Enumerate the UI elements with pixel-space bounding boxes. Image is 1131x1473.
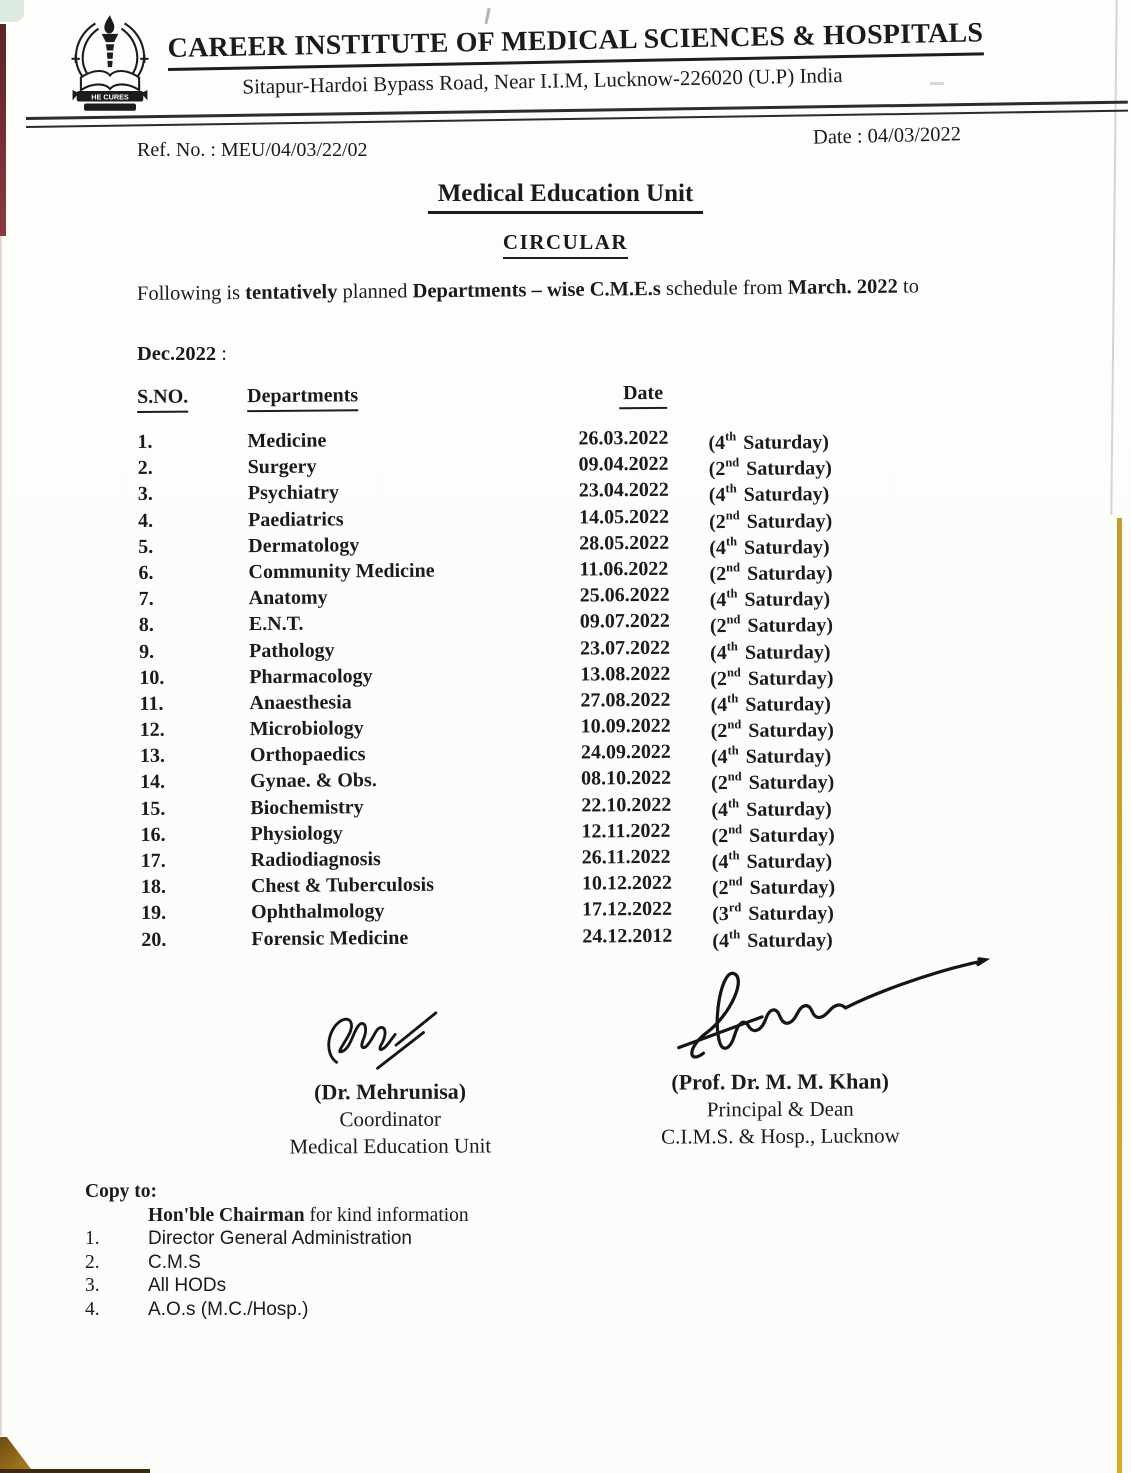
page-title: Medical Education Unit	[428, 180, 704, 214]
row-department: Orthopaedics	[249, 743, 366, 767]
signature-scribble	[300, 998, 480, 1079]
row-sno: 4.	[137, 509, 154, 532]
header-divider	[26, 101, 1128, 128]
scan-speck	[484, 8, 490, 24]
schedule-rows	[137, 422, 1041, 953]
row-date: 24.12.2012	[582, 924, 673, 948]
row-date: 28.05.2022	[579, 531, 670, 555]
row-day: (2nd Saturday)	[709, 560, 833, 586]
row-sno: 3.	[137, 483, 153, 506]
row-date: 27.08.2022	[580, 688, 671, 712]
intro-bold: Dec.2022	[137, 343, 217, 365]
row-department: Community Medicine	[248, 559, 435, 584]
row-day: (3rd Saturday)	[712, 900, 835, 926]
row-day: (2nd Saturday)	[711, 874, 836, 900]
row-date: 10.12.2022	[581, 872, 673, 895]
row-department: Paediatrics	[247, 507, 344, 531]
row-department: Anatomy	[248, 586, 328, 610]
row-sno: 5.	[138, 535, 154, 558]
row-sno: 15.	[140, 797, 166, 820]
scan-artifact-left-line	[0, 236, 2, 1436]
signature-block-coordinator	[255, 997, 526, 1160]
row-day: (4th Saturday)	[708, 481, 830, 507]
scan-artifact-bottom-left	[0, 1437, 34, 1473]
institute-logo-icon	[58, 13, 162, 115]
institute-name: CAREER INSTITUTE OF MEDICAL SCIENCES & HOSPITALS	[167, 17, 983, 71]
row-date: 12.11.2022	[581, 819, 671, 843]
row-department: Psychiatry	[247, 481, 340, 505]
row-date: 23.07.2022	[579, 636, 671, 660]
row-sno: 20.	[141, 928, 167, 951]
signatory-role: Medical Education Unit	[289, 1133, 492, 1159]
row-department: Pharmacology	[249, 664, 373, 688]
row-sno: 1.	[137, 430, 153, 453]
intro-text: planned	[337, 280, 413, 304]
cme-schedule-table	[137, 379, 1041, 953]
intro-bold: March. 2022	[787, 275, 898, 299]
row-day: (4th Saturday)	[710, 638, 831, 664]
row-day: (2nd Saturday)	[708, 455, 832, 481]
row-department: Chest & Tuberculosis	[250, 873, 435, 898]
row-date: 13.08.2022	[580, 662, 671, 686]
row-date: 26.11.2022	[581, 845, 671, 869]
signature-block-principal	[599, 957, 960, 1151]
row-date: 14.05.2022	[578, 505, 670, 529]
copy-to-items	[85, 1227, 469, 1321]
row-date: 25.06.2022	[579, 583, 670, 607]
copy-to-section	[85, 1180, 469, 1321]
row-sno: 8.	[138, 614, 154, 637]
intro-line-1	[137, 275, 919, 306]
header-date: Date	[578, 382, 708, 410]
row-sno: 18.	[140, 875, 167, 899]
document-date: Date : 04/03/2022	[812, 123, 962, 149]
row-sno: 13.	[139, 745, 165, 768]
row-sno: 19.	[141, 902, 167, 925]
signatory-role: Coordinator	[339, 1106, 442, 1132]
row-date: 17.12.2022	[582, 898, 673, 921]
row-department: Gynae. & Obs.	[250, 769, 377, 793]
letterhead	[167, 17, 984, 101]
row-department: Pathology	[248, 638, 335, 662]
row-day: (4th Saturday)	[712, 926, 833, 952]
copy-to-label: Copy to:	[85, 1181, 158, 1202]
row-department: Forensic Medicine	[251, 926, 409, 950]
signatory-name: (Dr. Mehrunisa)	[314, 1078, 467, 1105]
row-department: Physiology	[250, 822, 343, 845]
row-department: Dermatology	[248, 534, 360, 557]
page-subtitle: CIRCULAR	[503, 230, 628, 259]
row-day: (2nd Saturday)	[709, 612, 834, 638]
list-item: 1. Director General Administration	[85, 1228, 412, 1249]
row-day: (4th Saturday)	[710, 743, 832, 769]
list-item: 2. C.M.S	[85, 1251, 201, 1273]
signature-scribble	[629, 957, 1050, 1069]
row-day: (4th Saturday)	[709, 534, 830, 559]
row-date: 23.04.2022	[578, 479, 669, 502]
intro-text: schedule from	[660, 276, 788, 300]
row-day: (2nd Saturday)	[710, 664, 834, 690]
intro-bold: Departments – wise C.M.E.s	[412, 277, 661, 303]
row-date: 09.07.2022	[579, 610, 670, 633]
row-date: 22.10.2022	[581, 793, 672, 817]
list-item: 3. All HODs	[85, 1275, 227, 1296]
row-sno: 17.	[140, 849, 166, 872]
signatory-name: (Prof. Dr. M. M. Khan)	[671, 1068, 889, 1095]
intro-text: to	[897, 275, 920, 298]
row-date: 24.09.2022	[580, 741, 671, 764]
signatory-role: C.I.M.S. & Hosp., Lucknow	[661, 1123, 900, 1149]
header-sno: S.NO.	[137, 385, 247, 413]
intro-text: Following is	[136, 281, 246, 305]
row-day: (4th Saturday)	[710, 691, 831, 717]
title-row	[0, 180, 1131, 214]
intro-text: :	[216, 343, 227, 365]
ref-number: Ref. No. : MEU/04/03/22/02	[137, 139, 368, 161]
row-department: Radiodiagnosis	[250, 848, 381, 872]
row-day: (2nd Saturday)	[708, 507, 833, 533]
scan-artifact-right-edge	[1117, 518, 1122, 1473]
row-sno: 14.	[140, 771, 166, 794]
copy-to-chairman: Hon'ble Chairman for kind information	[148, 1204, 469, 1226]
row-day: (4th Saturday)	[711, 848, 833, 874]
row-sno: 7.	[138, 588, 154, 611]
row-department: Surgery	[247, 455, 317, 479]
list-item: 4. A.O.s (M.C./Hosp.)	[85, 1298, 309, 1320]
row-date: 26.03.2022	[578, 426, 669, 450]
institute-address: Sitapur-Hardoi Bypass Road, Near I.I.M, Lucknow-226020 (U.P) India	[242, 63, 843, 99]
row-sno: 6.	[138, 561, 154, 584]
row-day: (2nd Saturday)	[711, 822, 835, 847]
logo-banner-text: HE CURES	[91, 92, 129, 102]
row-department: Microbiology	[249, 717, 364, 741]
row-date: 10.09.2022	[580, 714, 671, 738]
table-header-row	[137, 379, 1037, 413]
subtitle-row	[0, 230, 1131, 259]
row-date: 11.06.2022	[579, 557, 669, 581]
row-department: Biochemistry	[250, 795, 364, 819]
intro-line-2	[137, 343, 227, 366]
row-sno: 12.	[139, 718, 165, 742]
row-sno: 10.	[139, 666, 165, 689]
row-day: (4th Saturday)	[711, 795, 832, 821]
row-date: 08.10.2022	[581, 767, 672, 790]
row-sno: 11.	[139, 692, 164, 715]
scan-artifact-bottom-line	[0, 1469, 150, 1473]
row-department: Medicine	[247, 429, 327, 453]
row-day: (2nd Saturday)	[711, 769, 835, 795]
signatory-role: Principal & Dean	[706, 1096, 854, 1122]
row-department: E.N.T.	[248, 613, 304, 636]
scan-artifact-top-left	[0, 0, 24, 22]
row-sno: 9.	[138, 640, 155, 663]
row-department: Anaesthesia	[249, 691, 352, 715]
row-day: (2nd Saturday)	[710, 717, 834, 743]
intro-bold: tentatively	[245, 281, 338, 304]
row-sno: 2.	[137, 457, 153, 480]
row-department: Ophthalmology	[251, 900, 385, 924]
header-departments: Departments	[247, 383, 578, 413]
row-sno: 16.	[140, 823, 166, 846]
row-date: 09.04.2022	[578, 453, 669, 476]
row-day: (4th Saturday)	[709, 586, 831, 612]
row-day: (4th Saturday)	[708, 429, 829, 455]
